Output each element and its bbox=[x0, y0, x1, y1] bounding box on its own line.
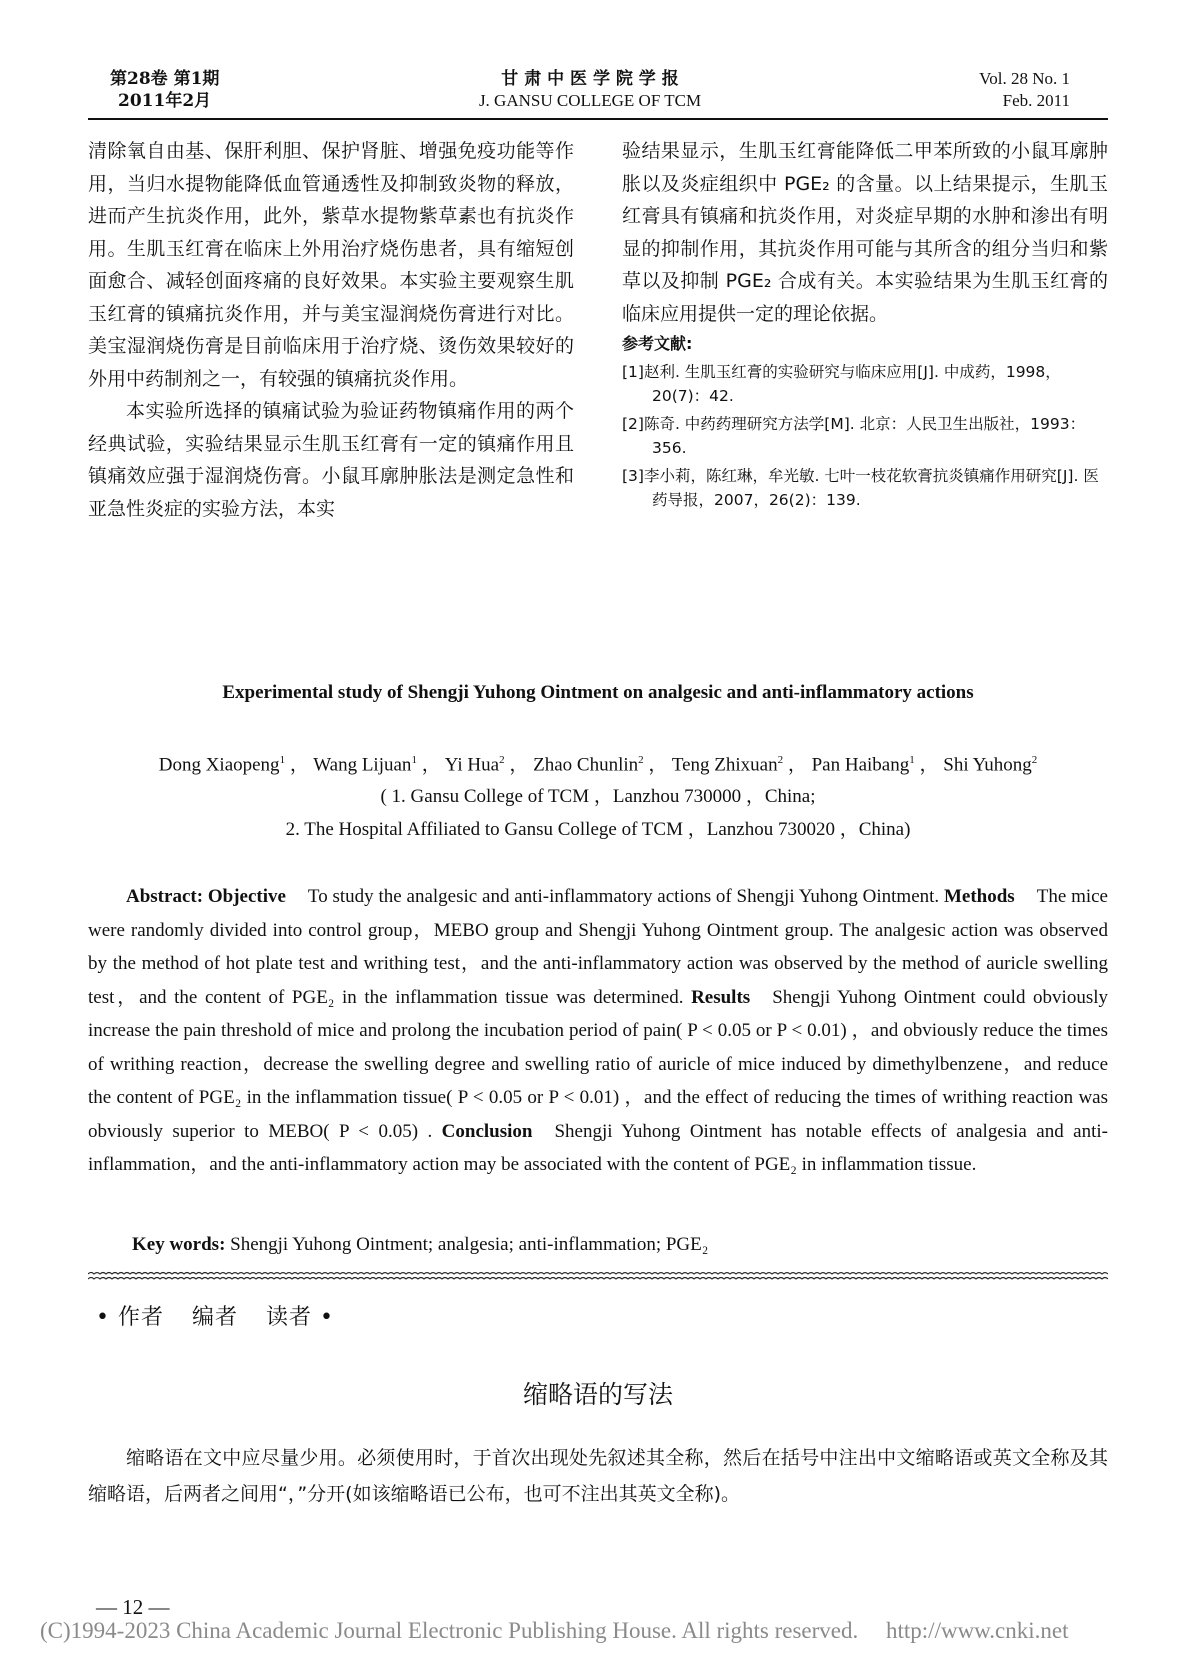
english-title: Experimental study of Shengji Yuhong Ointment on analgesic and anti-inflammatory actions bbox=[222, 682, 974, 703]
methods-text: The mice were randomly divided into control group，MEBO group and Shengji Yuhong Ointment group. The analgesic action was observed by the method of hot plate test and writhing test，and the anti-inflammatory action was observed by the method of auricle swelling test，and the content of PGE₂ in the inflammation tissue was determined. bbox=[88, 886, 1108, 1008]
conclusion-text: Shengji Yuhong Ointment has notable effects of analgesia and anti-inflammation，and the anti-inflammatory action may be associated with the content of PGE₂ in inflammation tissue. bbox=[88, 1120, 1108, 1175]
affiliations bbox=[88, 780, 1108, 846]
footer-url: http://www.cnki.net bbox=[886, 1618, 1069, 1643]
section-tag-readers: 读者 • bbox=[266, 1305, 334, 1330]
header-issue: 第28卷 第1期 bbox=[110, 69, 220, 89]
notice-title: 缩略语的写法 bbox=[522, 1380, 673, 1409]
header-volume-block bbox=[960, 68, 1070, 112]
copyright-footer bbox=[40, 1618, 1150, 1644]
section-tag-editors: 编者 bbox=[191, 1305, 238, 1330]
objective-text: To study the analgesic and anti-inflammatory actions of Shengji Yuhong Ointment. bbox=[307, 886, 940, 907]
results-text: Shengji Yuhong Ointment could obviously increase the pain threshold of mice and prolong the incubation period of pain( P < 0.05 or P < 0.01) ，and obviously reduce the times of writhing reaction，decrease the swelling degree and swelling ratio of auricle of mice induced by dimethylbenzene，and reduce the content of PGE₂ in the inflammation tissue( P < 0.05 or P < 0.01) ，and the effect of reducing the times of writhing reaction was obviously superior to MEBO( P < 0.05) . bbox=[88, 986, 1109, 1142]
right-column bbox=[622, 135, 1108, 516]
author-name: Teng Zhixuan bbox=[671, 754, 778, 776]
reference-item: [2]陈奇. 中药药理研究方法学[M]. 北京：人民卫生出版社，1993：356. bbox=[622, 415, 1086, 457]
keywords bbox=[88, 1234, 1108, 1256]
section-tag bbox=[96, 1300, 362, 1331]
left-column bbox=[88, 135, 574, 525]
conclusion-label: Conclusion bbox=[441, 1120, 533, 1142]
objective-label: Objective bbox=[207, 886, 286, 907]
author-list: Dong Xiaopeng$^1$ ， Wang Lijuan$^1$ ， Yi Hua$^2$ ， Zhao Chunlin$^2$ ， Teng Zhixuan$^2$ ， Pan Haibang$^1$ ， Shi Yuhong$^2$ bbox=[158, 754, 1038, 776]
header-journal-block bbox=[420, 68, 760, 112]
section-tag-authors: • 作者 bbox=[96, 1305, 164, 1330]
author-affil: 2 bbox=[638, 754, 644, 766]
english-abstract bbox=[88, 880, 1108, 1182]
methods-label: Methods bbox=[943, 886, 1015, 907]
notice-body bbox=[88, 1440, 1108, 1512]
author-name: Yi Hua bbox=[444, 754, 500, 776]
header-journal-en: J. GANSU COLLEGE OF TCM bbox=[478, 91, 702, 110]
header-vol: Vol. 28 No. 1 bbox=[979, 69, 1070, 88]
author-affil: 2 bbox=[1031, 754, 1038, 766]
left-paragraph-2: 本实验所选择的镇痛试验为验证药物镇痛作用的两个经典试验，实验结果显示生肌玉红膏有一定的镇痛作用且镇痛效应强于湿润烧伤膏。小鼠耳廓肿胀法是测定急性和亚急性炎症的实验方法，本实 bbox=[88, 400, 574, 520]
references-list bbox=[622, 360, 1108, 512]
notice-paragraph: 缩略语在文中应尽量少用。必须使用时，于首次出现处先叙述其全称，然后在括号中注出中文缩略语或英文全称及其缩略语，后两者之间用“，”分开(如该缩略语已公布，也可不注出其英文全称)。 bbox=[88, 1447, 1108, 1505]
author-affil: 1 bbox=[411, 754, 417, 766]
header-date: 2011年2月 bbox=[118, 91, 212, 111]
reference-item: [3]李小莉，陈红琳，牟光敏. 七叶一枝花软膏抗炎镇痛作用研究[J]. 医药导报，2007，26(2)：139. bbox=[622, 467, 1099, 509]
author-name: Wang Lijuan bbox=[313, 754, 412, 776]
author-affil: 1 bbox=[279, 754, 286, 766]
author-name: Dong Xiaopeng bbox=[158, 754, 280, 776]
author-name: Shi Yuhong bbox=[943, 754, 1032, 776]
reference-item: [1]赵利. 生肌玉红膏的实验研究与临床应用[J]. 中成药，1998，20(7)：42. bbox=[622, 363, 1061, 405]
keywords-label: Key words: bbox=[132, 1234, 226, 1255]
author-name: Pan Haibang bbox=[811, 754, 910, 776]
results-label: Results bbox=[691, 986, 751, 1008]
author-name: Zhao Chunlin bbox=[533, 754, 639, 776]
header-rule bbox=[88, 118, 1108, 120]
header-date-en: Feb. 2011 bbox=[1002, 91, 1070, 110]
page-number: — 12 — bbox=[96, 1595, 170, 1619]
copyright-text: (C)1994-2023 China Academic Journal Electronic Publishing House. All rights reserved. bbox=[40, 1618, 859, 1643]
header-journal-cn: 甘 肃 中 医 学 院 学 报 bbox=[501, 69, 679, 89]
author-affil: 1 bbox=[909, 754, 915, 766]
author-affil: 2 bbox=[777, 754, 784, 766]
keywords-text: Shengji Yuhong Ointment; analgesia; anti-inflammation; PGE₂ bbox=[230, 1234, 709, 1255]
abstract-label: Abstract: bbox=[126, 886, 204, 907]
wavy-divider bbox=[88, 1270, 1108, 1282]
references-title: 参考文献: bbox=[622, 334, 693, 353]
right-paragraph-1: 验结果显示，生肌玉红膏能降低二甲苯所致的小鼠耳廓肿胀以及炎症组织中 PGE₂ 的含量。以上结果提示，生肌玉红膏具有镇痛和抗炎作用，对炎症早期的水肿和渗出有明显的抑制作用，其抗炎作用可能与其所含的组分当归和紫草以及抑制 PGE₂ 合成有关。本实验结果为生肌玉红膏的临床应用提供一定的理论依据。 bbox=[622, 140, 1108, 325]
header-issue-block bbox=[110, 68, 270, 112]
affiliation-2: 2. The Hospital Affiliated to Gansu College of TCM ，Lanzhou 730020 ，China) bbox=[285, 819, 911, 840]
affiliation-1: ( 1. Gansu College of TCM ，Lanzhou 730000 ，China; bbox=[380, 786, 816, 807]
author-affil: 2 bbox=[499, 754, 505, 766]
left-paragraph-1: 清除氧自由基、保肝利胆、保护肾脏、增强免疫功能等作用，当归水提物能降低血管通透性及抑制致炎物的释放，进而产生抗炎作用，此外，紫草水提物紫草素也有抗炎作用。生肌玉红膏在临床上外用治疗烧伤患者，具有缩短创面愈合、减轻创面疼痛的良好效果。本实验主要观察生肌玉红膏的镇痛抗炎作用，并与美宝湿润烧伤膏进行对比。美宝湿润烧伤膏是目前临床用于治疗烧、烫伤效果较好的外用中药制剂之一，有较强的镇痛抗炎作用。 bbox=[88, 140, 574, 390]
